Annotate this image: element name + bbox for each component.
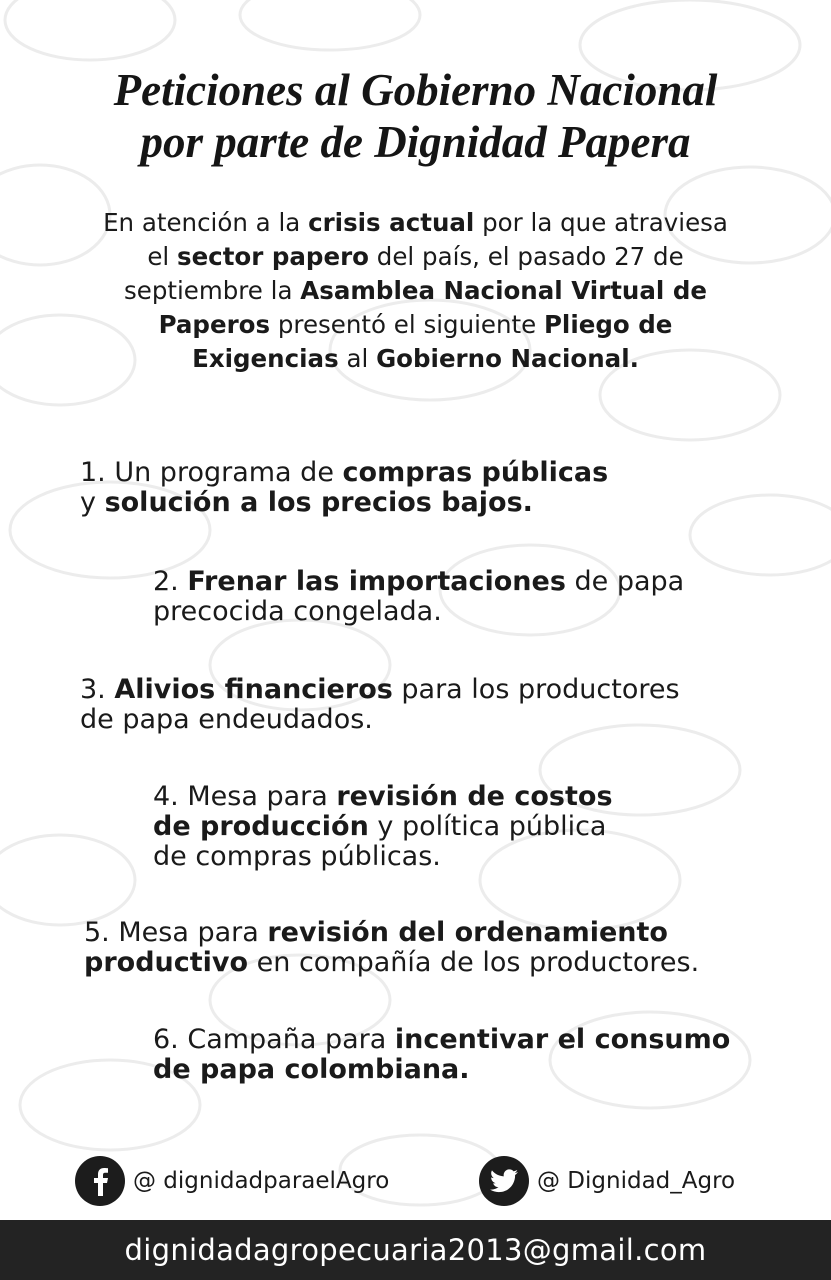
- list-item-1: [80, 458, 608, 518]
- item-bold: productivo: [84, 947, 249, 978]
- item-bold: de papa colombiana.: [153, 1054, 470, 1085]
- facebook-icon: [75, 1156, 125, 1206]
- twitter-icon: [479, 1156, 529, 1206]
- intro-paragraph: [100, 206, 731, 376]
- intro-text: presentó el siguiente: [270, 310, 544, 339]
- intro-bold: crisis actual: [308, 208, 475, 237]
- twitter-handle: @ Dignidad_Agro: [537, 1168, 736, 1194]
- facebook-handle: @ dignidadparaelAgro: [133, 1168, 390, 1194]
- intro-text: por la que atraviesa el: [147, 208, 728, 271]
- email-footer-bar: [0, 1220, 831, 1280]
- item-text: para los productores: [392, 674, 680, 705]
- page-title: [0, 64, 831, 168]
- item-text: 4. Mesa para: [153, 781, 337, 812]
- item-text: 6. Campaña para: [153, 1024, 395, 1055]
- list-item-2: [153, 567, 684, 627]
- intro-bold: Gobierno Nacional.: [376, 344, 639, 373]
- list-item-5: [84, 918, 699, 978]
- item-bold: Alivios financieros: [114, 674, 393, 705]
- item-text: de papa: [565, 566, 685, 597]
- item-text: precocida congelada.: [153, 596, 442, 627]
- item-bold: solución a los precios bajos.: [104, 487, 533, 518]
- item-text: 5. Mesa para: [84, 917, 268, 948]
- contact-email[interactable]: dignidadagropecuaria2013@gmail.com: [124, 1233, 707, 1267]
- item-text: 1. Un programa de: [80, 457, 343, 488]
- list-item-6: [153, 1025, 730, 1085]
- item-bold: Frenar las importaciones: [187, 566, 566, 597]
- list-item-3: [80, 675, 680, 735]
- twitter-link[interactable]: [479, 1155, 735, 1207]
- intro-bold: Asamblea Nacional Virtual de Paperos: [158, 276, 707, 339]
- facebook-link[interactable]: [75, 1155, 389, 1207]
- item-text: y política pública: [368, 811, 607, 842]
- item-text: de compras públicas.: [153, 841, 441, 872]
- item-bold: compras públicas: [342, 457, 609, 488]
- item-text: y: [80, 487, 105, 518]
- item-bold: incentivar el consumo: [394, 1024, 731, 1055]
- intro-text: al: [338, 344, 377, 373]
- title-line-1: Peticiones al Gobierno Nacional: [113, 65, 718, 115]
- list-item-4: [153, 782, 613, 872]
- intro-text: del país, el pasado 27 de septiembre la: [123, 242, 684, 305]
- item-text: 3.: [80, 674, 115, 705]
- item-text: 2.: [153, 566, 188, 597]
- item-bold: de producción: [153, 811, 369, 842]
- title-line-2: por parte de Dignidad Papera: [140, 117, 691, 167]
- item-text: en compañía de los productores.: [248, 947, 700, 978]
- intro-bold: sector papero: [176, 242, 370, 271]
- intro-text: En atención a la: [103, 208, 309, 237]
- item-bold: revisión de costos: [336, 781, 613, 812]
- item-text: de papa endeudados.: [80, 704, 373, 735]
- item-bold: revisión del ordenamiento: [267, 917, 668, 948]
- intro-bold: Pliego de Exigencias: [192, 310, 673, 373]
